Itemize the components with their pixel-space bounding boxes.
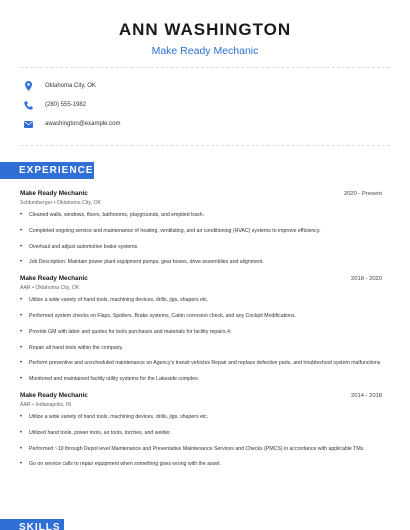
- duty-item: • Monitored and maintained facility utility systems for the Lakeside complex.: [20, 376, 382, 384]
- skills-section-heading: SKILLS: [0, 519, 64, 530]
- duty-item: • Utilize a wide variety of hand tools, machining devices, drills, jigs, shapers etc.: [20, 414, 382, 422]
- job-duties: [20, 212, 382, 267]
- contact-list: [20, 80, 120, 137]
- location-pin-icon: [23, 81, 33, 91]
- duty-item: • Performed system checks on Flaps, Spoilers, Brake systems, Cabin corrosion check, and any Cockpit Modifications.: [20, 313, 382, 321]
- phone-icon: [23, 100, 33, 110]
- duty-item: • Utilized hand tools, power tools, air tools, torches, and welder.: [20, 430, 382, 438]
- job-title: Make Ready Mechanic: [20, 190, 88, 197]
- job-entry: [20, 190, 382, 267]
- job-entry: [20, 275, 382, 384]
- job-duties: [20, 297, 382, 384]
- duty-item: • Repair all hand tools within the company.: [20, 345, 382, 353]
- experience-list: [20, 190, 382, 477]
- job-entry: [20, 392, 382, 469]
- duty-item: • Perform preventive and unscheduled maintenance on Agency's transit vehicles Repair and replace defective parts, and troubleshoot system malfunctions: [20, 360, 382, 368]
- job-dates: 2014 - 2018: [351, 392, 382, 399]
- job-dates: 2020 - Present: [343, 191, 382, 197]
- job-title: Make Ready Mechanic: [20, 391, 88, 399]
- job-title: Make Ready Mechanic: [20, 275, 88, 283]
- contact-email-text: awashington@example.com: [45, 121, 121, 127]
- contact-divider: [20, 145, 390, 146]
- job-company-location: AAR • Oklahoma City, OK: [20, 285, 80, 292]
- mail-icon: [23, 119, 33, 129]
- contact-location-text: Oklahoma City, OK: [45, 83, 96, 89]
- candidate-title: Make Ready Mechanic: [151, 45, 259, 57]
- job-dates: 2018 - 2020: [351, 276, 382, 283]
- contact-phone-text: (280) 555-1982: [45, 102, 87, 108]
- resume-header: [0, 0, 410, 58]
- duty-item: • Overhaul and adjust automotive brake systems.: [20, 244, 382, 252]
- duty-item: • Provide GM with labor and quotes for tools purchases and materials for facility repairs.4.: [20, 329, 382, 337]
- duty-item: • Job Description: Maintain power plant equipment pumps, gear boxes, drive assemblies and alignment.: [20, 259, 382, 267]
- contact-email: [20, 118, 120, 130]
- experience-section-heading: EXPERIENCE: [0, 162, 94, 179]
- job-company-location: Schlumberger • Oklahoma City, OK: [20, 200, 102, 206]
- contact-phone: [20, 99, 120, 111]
- header-divider: [20, 67, 390, 68]
- duty-item: • Performed ~10 through Depot level Maintenance and Preventative Maintenance Services and Checks (PMCS) in accordance with applicable TMs.: [20, 446, 382, 454]
- contact-location: [20, 80, 120, 92]
- job-company-location: AAR • Indianapolis, IN: [20, 401, 72, 408]
- duty-item: • Utilize a wide variety of hand tools, machining devices, drills, jigs, shapers etc.: [20, 297, 382, 305]
- candidate-name: ANN WASHINGTON: [118, 20, 292, 39]
- duty-item: • Go on service calls to repair equipment when something goes wrong with the asset.: [20, 461, 382, 469]
- job-duties: [20, 414, 382, 469]
- duty-item: • Completed ongoing service and maintenance of heating, ventilating, and air conditioning (HVAC) systems to improve efficiency.: [20, 228, 382, 236]
- duty-item: • Cleaned walls, windows, floors, bathrooms, playgrounds, and emptied trash.: [20, 212, 382, 220]
